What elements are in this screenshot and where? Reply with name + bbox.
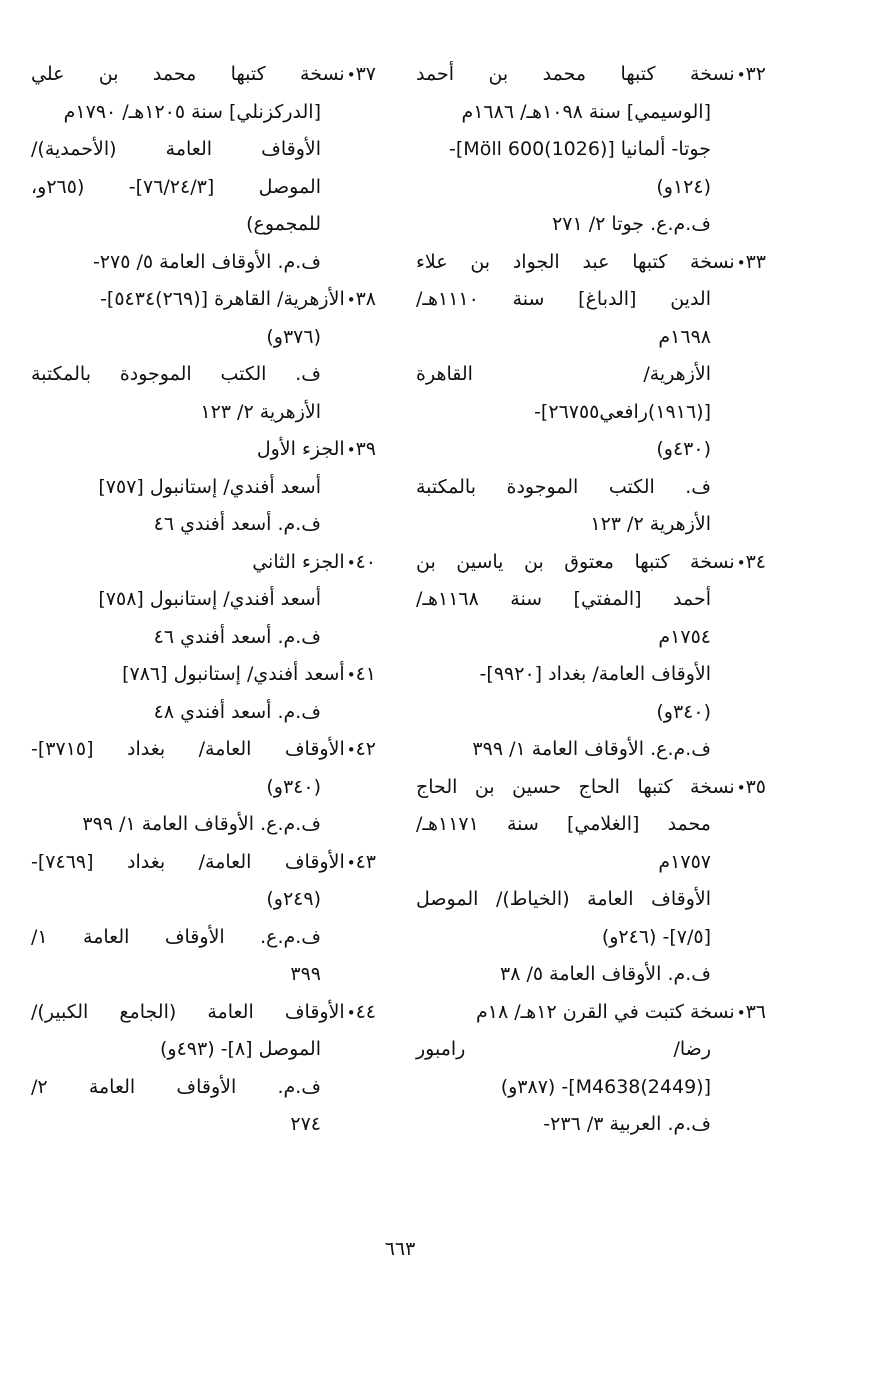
- entry-line: [31, 581, 376, 619]
- entry-line: [31, 619, 376, 657]
- entry-start-line: [416, 769, 766, 807]
- entry-line: [416, 206, 766, 244]
- entry-text: (٣٧٦و): [266, 325, 321, 348]
- entry-line: [31, 1031, 376, 1069]
- entry-text: ف. الكتب الموجودة بالمكتبة: [416, 475, 711, 498]
- entry-text: الموصل [٧٦/٢٤/٣]- (٢٦٥و،: [31, 175, 321, 198]
- entry-start-line: [31, 544, 376, 582]
- entry-line: [416, 694, 766, 732]
- bullet-icon: •: [346, 1003, 356, 1022]
- entry-line: [416, 469, 766, 507]
- entry-line: [416, 844, 766, 882]
- entry-text: ١٧٥٤م: [658, 625, 711, 648]
- entry-start-line: [31, 731, 376, 769]
- entry-line: [416, 956, 766, 994]
- entry-number: ٣٤: [745, 550, 766, 573]
- entry-number: ٤٢: [355, 738, 376, 760]
- entry-line: [416, 731, 766, 769]
- entry-text: ف.م. أسعد أفندي ٤٨: [153, 700, 321, 723]
- entry-line: [416, 131, 766, 169]
- bullet-icon: •: [346, 741, 356, 759]
- entry-text: ١٧٥٧م: [658, 850, 711, 873]
- entry-text: نسخة كتبها محمد بن أحمد: [416, 63, 735, 85]
- entry-line: [31, 94, 376, 132]
- entry-start-line: [31, 281, 376, 319]
- entry-line: [416, 94, 766, 132]
- entry-text: ٢٧٤: [290, 1113, 321, 1135]
- entry-number: ٤٠: [355, 550, 376, 573]
- entry-line: [416, 1069, 766, 1107]
- entry-line: [31, 506, 376, 544]
- entry-text: الأوقاف العامة/ بغداد [٣٧١٥]-: [31, 738, 345, 760]
- entry-text: رضا/ رامبور: [416, 1038, 711, 1060]
- entry-text: (٣٤٠و): [656, 700, 711, 723]
- entry-line: [31, 1106, 376, 1144]
- entry-text: ف.م. الأوقاف العامة ٥/ ٢٧٥-: [92, 250, 321, 273]
- entry-text: [٧/٥]- (٢٤٦و): [601, 925, 711, 948]
- bullet-icon: •: [346, 66, 356, 84]
- entry-line: [31, 206, 376, 244]
- entry-text: الأزهرية/ القاهرة: [416, 363, 711, 385]
- entry-text: (٣٤٠و): [266, 775, 321, 798]
- entry-line: [416, 319, 766, 357]
- entry-text: ف. الكتب الموجودة بالمكتبة: [31, 363, 321, 385]
- entry-number: ٣٩: [355, 438, 376, 460]
- entry-start-line: [31, 844, 376, 882]
- entry-text: ف.م.ع. الأوقاف العامة ١/: [31, 925, 321, 948]
- entry-text: (١٢٤و): [656, 175, 711, 198]
- entry-text: [الدركزنلي] سنة ١٢٠٥هـ/ ١٧٩٠م: [63, 100, 321, 123]
- entry-text: ف.م. الأوقاف العامة ٥/ ٣٨: [500, 963, 711, 985]
- bullet-icon: •: [736, 553, 746, 572]
- bullet-icon: •: [736, 778, 746, 797]
- entry-text: ف.م.ع. الأوقاف العامة ١/ ٣٩٩: [472, 738, 711, 760]
- entry-start-line: [31, 994, 376, 1032]
- entry-line: [31, 469, 376, 507]
- entry-line: [416, 281, 766, 319]
- entry-line: [31, 881, 376, 919]
- page-number: ٦٦٣: [384, 1238, 416, 1260]
- entry-line: [31, 769, 376, 807]
- entry-text: [M4638(2449)]- (٣٨٧و): [500, 1075, 711, 1098]
- entry-text: نسخة كتبها محمد بن علي: [31, 63, 345, 85]
- entry-text: ف.م.ع. الأوقاف العامة ١/ ٣٩٩: [82, 813, 321, 835]
- entry-number: ٣٨: [355, 288, 376, 310]
- entry-line: [31, 694, 376, 732]
- entry-line: [416, 394, 766, 432]
- entry-line: [416, 806, 766, 844]
- entry-text: [(١٩١٦)رافعي٢٦٧٥٥]-: [534, 400, 711, 423]
- entry-line: [31, 131, 376, 169]
- entry-line: [31, 244, 376, 282]
- entry-number: ٣٥: [745, 775, 766, 798]
- bullet-icon: •: [346, 666, 356, 684]
- entry-number: ٣٣: [745, 250, 766, 273]
- bullet-icon: •: [346, 853, 356, 872]
- bullet-icon: •: [346, 553, 356, 572]
- entry-line: [416, 1106, 766, 1144]
- entry-text: [الوسيمي] سنة ١٠٩٨هـ/ ١٦٨٦م: [461, 100, 711, 123]
- entry-line: [31, 1069, 376, 1107]
- entry-text: الأوقاف العامة (الأحمدية)/: [31, 138, 321, 160]
- entry-line: [416, 919, 766, 957]
- entry-text: الأوقاف العامة/ بغداد [٩٩٢٠]-: [479, 663, 711, 685]
- entry-line: [31, 319, 376, 357]
- entry-text: الدين [الدباغ] سنة ١١١٠هـ/: [416, 288, 711, 310]
- entry-text: أحمد [المفتي] سنة ١١٦٨هـ/: [416, 588, 711, 610]
- entry-text: (٢٤٩و): [266, 888, 321, 910]
- entry-text: الموصل [٨]- (٤٩٣و): [159, 1038, 321, 1060]
- entry-text: (٤٣٠و): [656, 438, 711, 460]
- entry-text: للمجموع): [246, 213, 321, 235]
- entry-number: ٤٣: [355, 850, 376, 873]
- entry-start-line: [416, 994, 766, 1032]
- entry-text: الأوقاف العامة (الجامع الكبير)/: [31, 1000, 345, 1023]
- entry-start-line: [31, 656, 376, 694]
- entry-line: [416, 619, 766, 657]
- bullet-icon: •: [736, 66, 746, 84]
- entry-number: ٣٦: [745, 1000, 766, 1023]
- entry-line: [416, 1031, 766, 1069]
- entry-line: [31, 356, 376, 394]
- bullet-icon: •: [346, 441, 356, 459]
- entry-line: [31, 394, 376, 432]
- entry-text: ف.م. أسعد أفندي ٤٦: [153, 625, 321, 648]
- entry-start-line: [31, 56, 376, 94]
- entry-start-line: [416, 244, 766, 282]
- entry-start-line: [31, 431, 376, 469]
- entry-text: الأوقاف العامة (الخياط)/ الموصل: [416, 888, 711, 910]
- entry-number: ٤٤: [355, 1000, 376, 1023]
- left-column: [31, 56, 376, 1144]
- entry-text: نسخة كتبت في القرن ١٢هـ/ ١٨م: [476, 1000, 735, 1023]
- entry-text: الجزء الثاني: [252, 550, 345, 573]
- entry-text: الأزهرية/ القاهرة [(٢٦٩)٥٤٣٤]-: [100, 288, 345, 310]
- entry-line: [31, 956, 376, 994]
- entry-text: ف.م. أسعد أفندي ٤٦: [153, 513, 321, 535]
- entry-text: جوتا- ألمانيا [Möll 600(1026)]-: [449, 138, 711, 160]
- entry-line: [31, 919, 376, 957]
- entry-start-line: [416, 56, 766, 94]
- entry-line: [416, 356, 766, 394]
- entry-text: نسخة كتبها عبد الجواد بن علاء: [416, 250, 735, 273]
- entry-line: [416, 656, 766, 694]
- entry-text: ف.م. العربية ٣/ ٢٣٦-: [543, 1113, 711, 1135]
- entry-text: ف.م.ع. جوتا ٢/ ٢٧١: [552, 213, 711, 235]
- entry-text: الأزهرية ٢/ ١٢٣: [590, 513, 711, 535]
- entry-text: ١٦٩٨م: [658, 325, 711, 348]
- entry-text: أسعد أفندي/ إستانبول [٧٥٧]: [98, 475, 321, 498]
- entry-number: ٣٧: [355, 63, 376, 85]
- entry-line: [31, 806, 376, 844]
- entry-number: ٣٢: [745, 63, 766, 85]
- entry-line: [31, 169, 376, 207]
- entry-text: نسخة كتبها معتوق بن ياسين بن: [416, 550, 735, 573]
- entry-line: [416, 581, 766, 619]
- bullet-icon: •: [736, 1003, 746, 1022]
- entry-start-line: [416, 544, 766, 582]
- entry-text: نسخة كتبها الحاج حسين بن الحاج: [416, 775, 735, 798]
- entry-text: ٣٩٩: [290, 963, 321, 985]
- entry-line: [416, 169, 766, 207]
- entry-text: محمد [الغلامي] سنة ١١٧١هـ/: [416, 813, 711, 835]
- entry-text: الأزهرية ٢/ ١٢٣: [200, 400, 321, 423]
- bullet-icon: •: [736, 253, 746, 272]
- entry-text: أسعد أفندي/ إستانبول [٧٨٦]: [122, 663, 345, 685]
- entry-text: أسعد أفندي/ إستانبول [٧٥٨]: [98, 588, 321, 610]
- entry-text: ف.م. الأوقاف العامة ٢/: [31, 1075, 321, 1098]
- bullet-icon: •: [346, 291, 356, 309]
- entry-text: الأوقاف العامة/ بغداد [٧٤٦٩]-: [31, 850, 345, 873]
- right-column: [416, 56, 766, 1144]
- entry-line: [416, 506, 766, 544]
- entry-line: [416, 431, 766, 469]
- entry-number: ٤١: [355, 663, 376, 685]
- entry-text: الجزء الأول: [256, 438, 345, 460]
- entry-line: [416, 881, 766, 919]
